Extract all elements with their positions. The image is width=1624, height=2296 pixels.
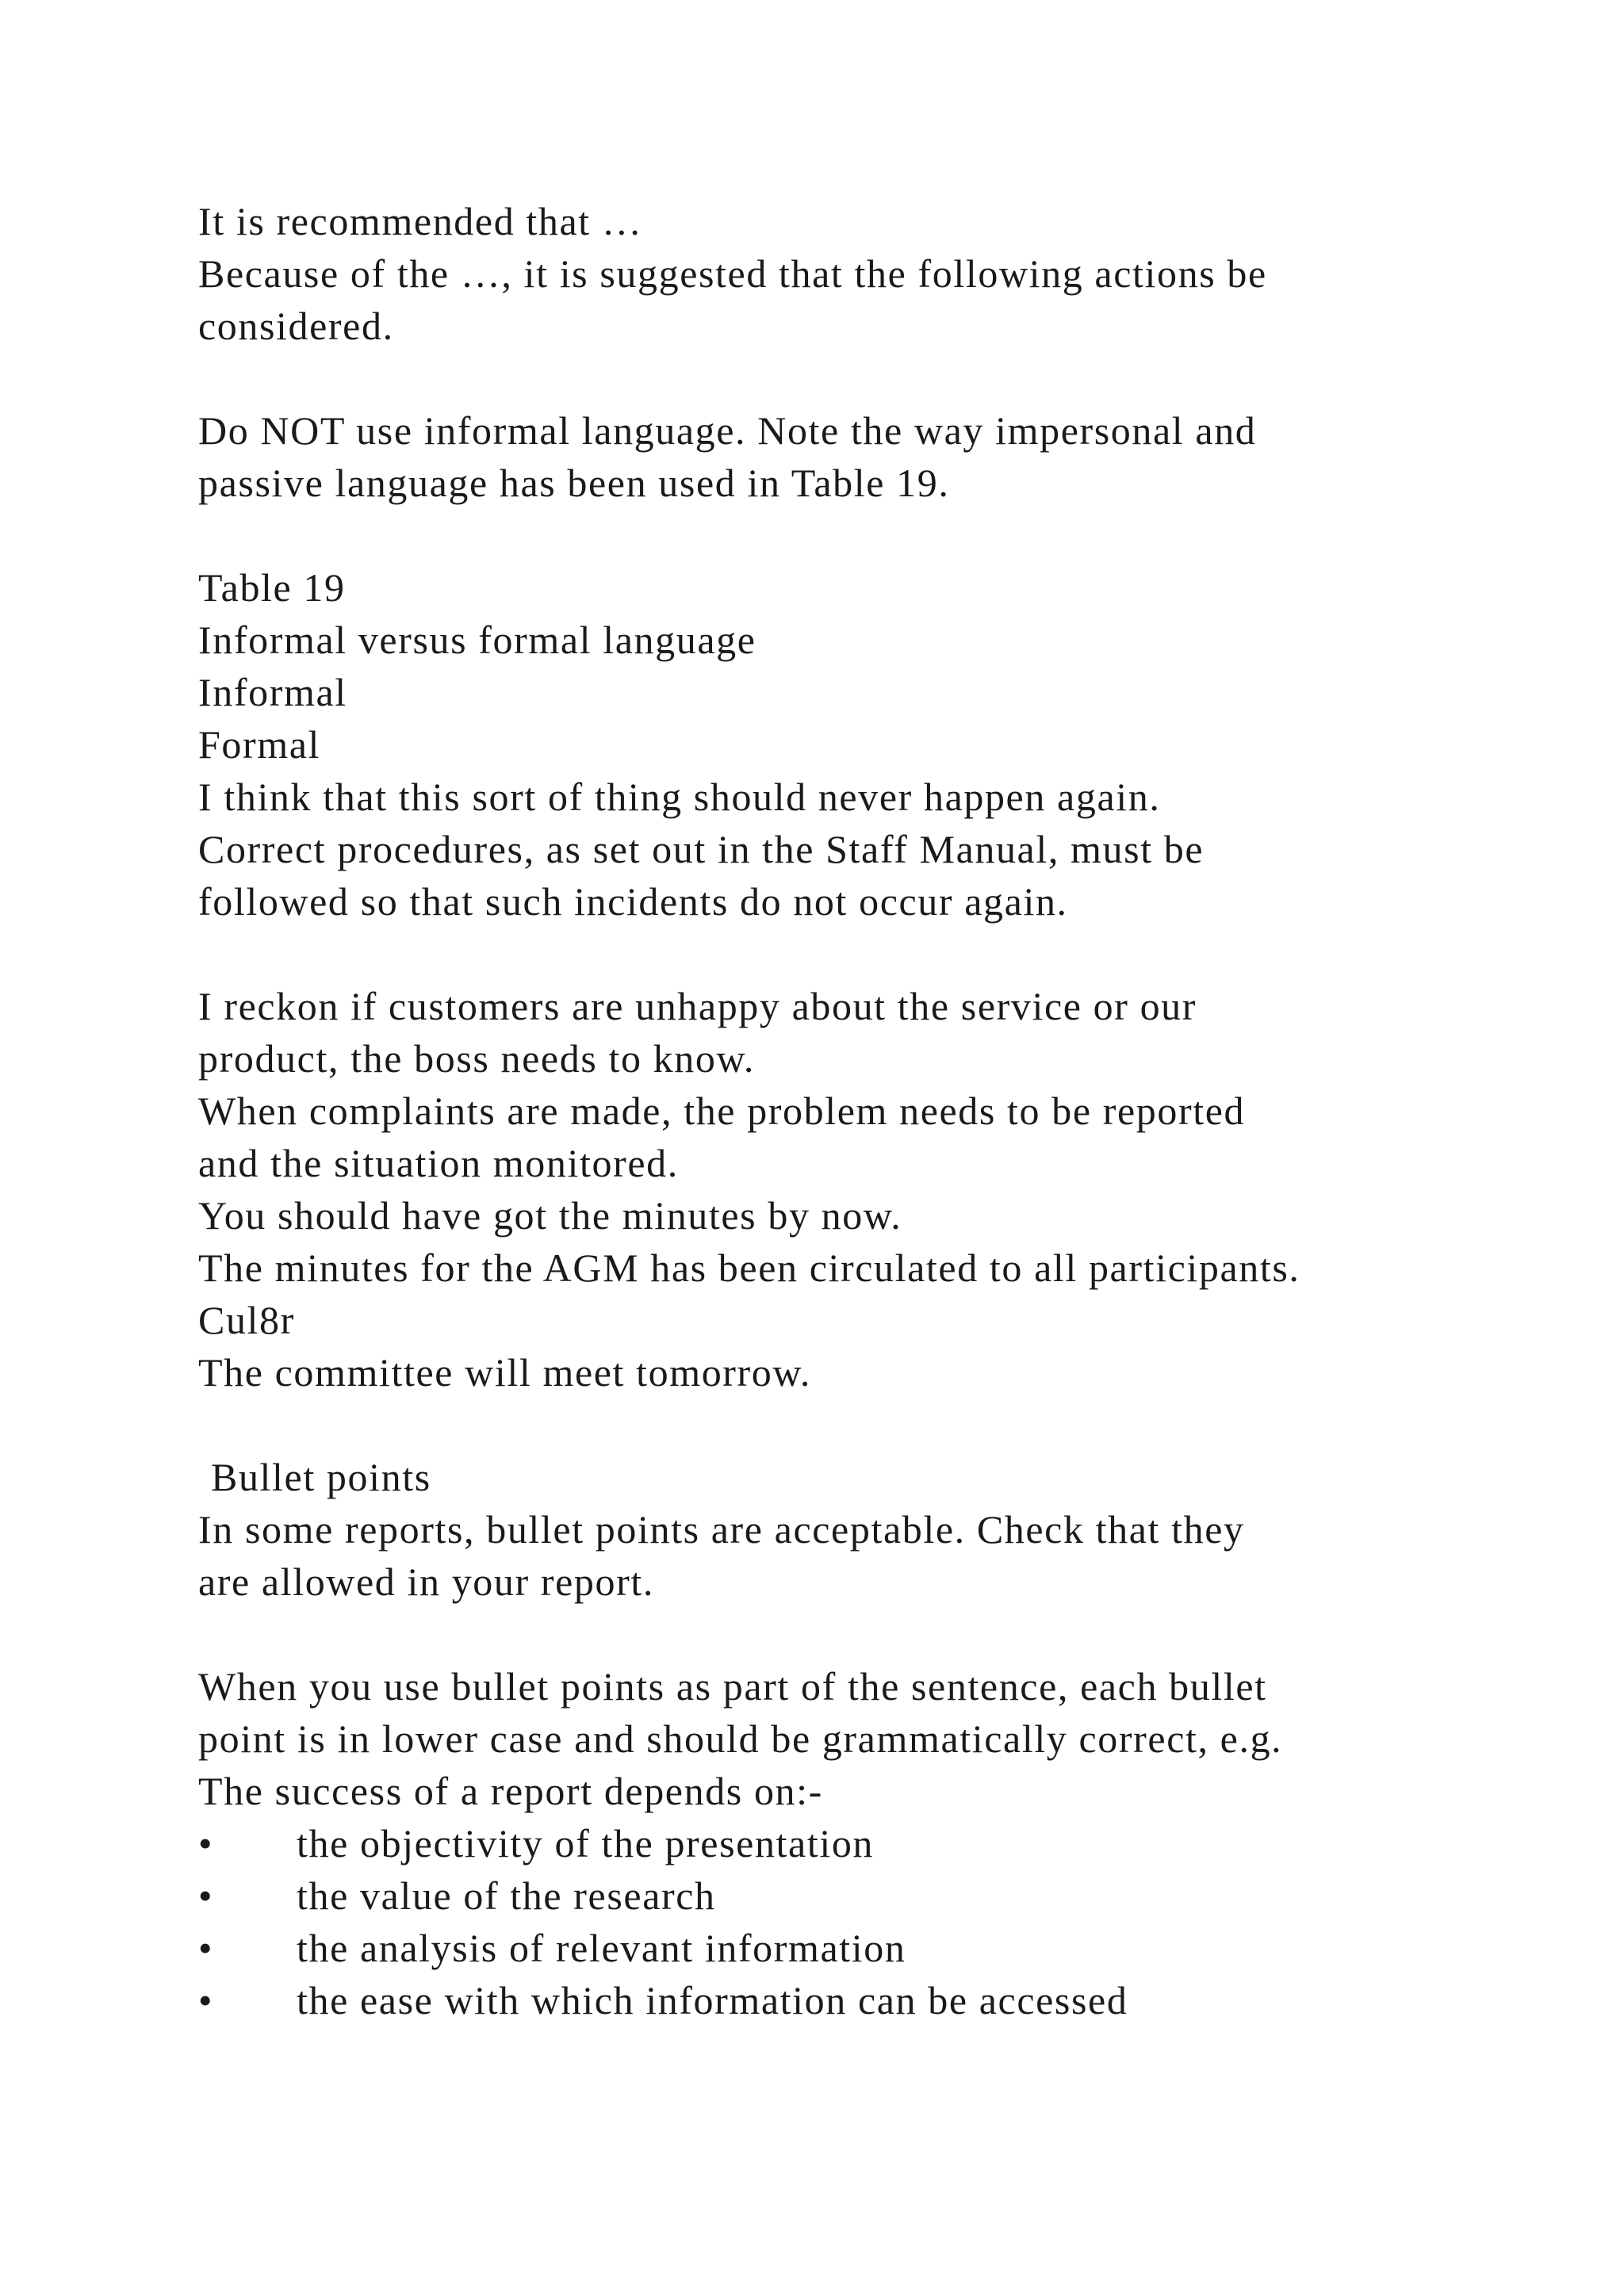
list-item xyxy=(198,1922,1562,1974)
table-19 xyxy=(198,561,1562,1399)
bullet-text: the objectivity of the presentation xyxy=(297,1821,875,1866)
recommend-line-1: It is recommended that … xyxy=(198,199,643,243)
bullet-icon: • xyxy=(198,1821,214,1866)
table-cell-formal: Correct procedures, as set out in the Staff Manual, must be xyxy=(198,827,1205,871)
bullet-icon: • xyxy=(198,1926,214,1970)
informal-note-line-1: Do NOT use informal language. Note the way impersonal and xyxy=(198,408,1257,453)
recommend-line-2: Because of the …, it is suggested that the following actions be xyxy=(198,251,1267,296)
table-cell-formal: followed so that such incidents do not occur again. xyxy=(198,879,1068,924)
list-item xyxy=(198,1869,1562,1922)
table-header-informal: Informal xyxy=(198,670,347,714)
spacer xyxy=(198,1399,1562,1451)
bullet-list xyxy=(198,1817,1562,2026)
bullets-example-lead: The success of a report depends on:- xyxy=(198,1769,823,1813)
bullets-intro-line-1: In some reports, bullet points are acceptable. Check that they xyxy=(198,1507,1245,1552)
table-cell-formal: and the situation monitored. xyxy=(198,1141,679,1185)
table-row xyxy=(198,771,1562,928)
table-title: Informal versus formal language xyxy=(198,618,756,662)
table-header-formal: Formal xyxy=(198,722,321,767)
spacer xyxy=(198,1608,1562,1660)
recommend-line-3: considered. xyxy=(198,304,394,348)
table-cell-informal: I think that this sort of thing should never happen again. xyxy=(198,775,1161,819)
bullets-rule-line-1: When you use bullet points as part of the sentence, each bullet xyxy=(198,1664,1267,1709)
spacer xyxy=(198,352,1562,404)
spacer xyxy=(198,509,1562,561)
bullets-intro-line-2: are allowed in your report. xyxy=(198,1559,654,1604)
table-row xyxy=(198,1294,1562,1399)
table-cell-formal: When complaints are made, the problem needs to be reported xyxy=(198,1089,1246,1133)
table-row xyxy=(198,980,1562,1189)
bullet-text: the ease with which information can be accessed xyxy=(297,1978,1128,2022)
table-cell-informal: You should have got the minutes by now. xyxy=(198,1193,902,1238)
bullet-text: the value of the research xyxy=(297,1873,716,1918)
table-number: Table 19 xyxy=(198,565,346,610)
section-heading: Bullet points xyxy=(211,1455,431,1499)
table-cell-formal: The committee will meet tomorrow. xyxy=(198,1350,811,1395)
table-cell-formal: The minutes for the AGM has been circulated to all participants. xyxy=(198,1246,1300,1290)
table-cell-informal: Cul8r xyxy=(198,1298,295,1342)
informal-note-line-2: passive language has been used in Table 19. xyxy=(198,461,950,505)
table-row xyxy=(198,1189,1562,1294)
table-cell-informal: I reckon if customers are unhappy about the service or our xyxy=(198,984,1197,1028)
bullet-icon: • xyxy=(198,1873,214,1918)
bullet-icon: • xyxy=(198,1978,214,2022)
list-item xyxy=(198,1817,1562,1869)
bullets-rule-line-2: point is in lower case and should be grammatically correct, e.g. xyxy=(198,1716,1283,1761)
spacer xyxy=(198,928,1562,980)
table-cell-informal: product, the boss needs to know. xyxy=(198,1036,756,1081)
list-item xyxy=(198,1974,1562,2026)
document-page xyxy=(198,195,1562,2026)
bullet-text: the analysis of relevant information xyxy=(297,1926,906,1970)
